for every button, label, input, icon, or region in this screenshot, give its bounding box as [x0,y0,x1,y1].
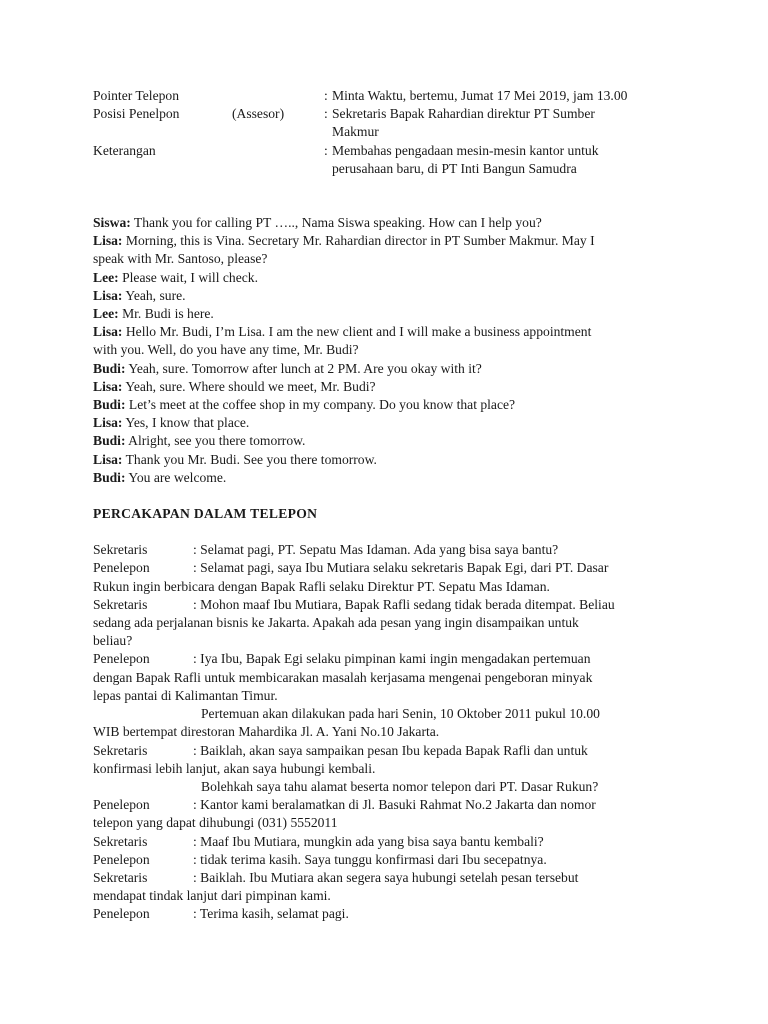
dialog-turn [93,214,683,232]
header-value [93,87,683,105]
conversation-turn [93,650,683,741]
conversation-text: : Baiklah, akan saya sampaikan pesan Ibu kepada Bapak Rafli dan untuk [193,742,588,758]
speaker-name: Budi: [93,360,126,376]
conversation-line [93,742,683,760]
dialog-line [93,287,683,305]
dialog-line [93,214,683,232]
dialog-text: Yeah, sure. Tomorrow after lunch at 2 PM. Are you okay with it? [125,360,482,376]
speaker-role: Sekretaris [93,742,148,758]
conversation-text: : Terima kasih, selamat pagi. [193,906,349,922]
dialog-turn [93,414,683,432]
dialog-turn [93,323,683,359]
conversation-line [93,559,683,577]
header-value [93,142,683,178]
speaker-role: Penelepon [93,560,150,576]
dialog-turn [93,396,683,414]
dialog-text: with you. Well, do you have any time, Mr. Budi? [93,342,359,358]
speaker-name: Siswa: [93,215,131,231]
header-colon: : [324,142,328,158]
dialog-turn [93,269,683,287]
header-row [93,142,683,178]
conversation-line: Bolehkah saya tahu alamat beserta nomor telepon dari PT. Dasar Rukun? [201,778,599,794]
speaker-role: Penelepon [93,906,150,922]
speaker-name: Lisa: [93,287,123,303]
conversation-line [93,869,683,887]
dialog-text: Thank you Mr. Budi. See you there tomorrow. [122,451,377,467]
dialog-text: Yeah, sure. [122,287,186,303]
conversation-line [93,541,683,559]
dialog-text: Hello Mr. Budi, I’m Lisa. I am the new client and I will make a business appointment [122,324,592,340]
conversation-turn [93,796,683,832]
header-row [93,87,683,105]
spacer [93,178,683,214]
dialog-text: Let’s meet at the coffee shop in my company. Do you know that place? [125,397,516,413]
speaker-name: Lee: [93,269,119,285]
dialog-text: Yeah, sure. Where should we meet, Mr. Budi? [122,378,376,394]
dialog-text: Morning, this is Vina. Secretary Mr. Rahardian director in PT Sumber Makmur. May I [122,233,595,249]
speaker-name: Lisa: [93,324,123,340]
header-info-block [93,87,683,178]
conversation-text: : Selamat pagi, PT. Sepatu Mas Idaman. Ada yang bisa saya bantu? [193,542,559,558]
dialog-turn [93,378,683,396]
header-value-text: Minta Waktu, bertemu, Jumat 17 Mei 2019, jam 13.00 [332,88,628,103]
conversation-turn [93,851,683,869]
dialog-turn [93,451,683,469]
conversation-line [93,833,683,851]
dialog-line [93,378,683,396]
conversation-line: lepas pantai di Kalimantan Timur. [93,687,278,703]
speaker-role: Penelepon [93,797,150,813]
dialog-line [93,250,683,268]
conversation-line [93,650,683,668]
speaker-name: Budi: [93,469,126,485]
speaker-name: Budi: [93,433,126,449]
dialog-line [93,323,683,341]
header-value-continuation: Makmur [332,124,379,140]
dialog-line [93,414,683,432]
spacer [93,487,683,505]
header-colon: : [324,88,328,103]
dialog-line [93,269,683,287]
header-label: Keterangan [93,142,156,158]
dialog-line [93,432,683,450]
dialog-turn [93,432,683,450]
document-page [93,87,683,924]
speaker-role: Sekretaris [93,542,148,558]
dialog-turn [93,232,683,268]
header-row [93,105,683,141]
conversation-text: : Selamat pagi, saya Ibu Mutiara selaku sekretaris Bapak Egi, dari PT. Dasar [193,560,609,576]
dialog-text: Thank you for calling PT ….., Nama Siswa speaking. How can I help you? [130,215,542,231]
speaker-role: Penelepon [93,651,150,667]
speaker-name: Lisa: [93,451,123,467]
conversation-line: Pertemuan akan dilakukan pada hari Senin, 10 Oktober 2011 pukul 10.00 [201,706,600,722]
dialog-turn [93,305,683,323]
conversation-line: WIB bertempat direstoran Mahardika Jl. A. Yani No.10 Jakarta. [93,724,440,740]
speaker-role: Sekretaris [93,596,148,612]
dialog-text: Alright, see you there tomorrow. [125,433,306,449]
dialog-line [93,451,683,469]
conversation-text: : Kantor kami beralamatkan di Jl. Basuki Rahmat No.2 Jakarta dan nomor [193,797,596,813]
dialog-line [93,469,683,487]
conversation-turn [93,541,683,559]
header-label: Posisi Penelpon [93,106,180,122]
dialog-line [93,396,683,414]
section-title: PERCAKAPAN DALAM TELEPON [93,506,318,522]
speaker-name: Lisa: [93,233,123,249]
conversation-line: sedang ada perjalanan bisnis ke Jakarta. Apakah ada pesan yang ingin disampaikan untuk [93,615,579,631]
speaker-role: Sekretaris [93,869,148,885]
speaker-name: Lee: [93,306,119,322]
dialog-text: Please wait, I will check. [118,269,258,285]
speaker-name: Lisa: [93,415,123,431]
dialog-text: Yes, I know that place. [122,415,250,431]
header-colon: : [324,106,328,122]
conversation-turn [93,833,683,851]
conversation-line [93,905,683,923]
conversation-line [93,851,683,869]
header-label: Pointer Telepon [93,88,180,103]
conversation-text: : Mohon maaf Ibu Mutiara, Bapak Rafli sedang tidak berada ditempat. Beliau [193,596,615,612]
conversation-line [93,796,683,814]
conversation-line [93,596,683,614]
dialog-turn [93,469,683,487]
conversation-line: mendapat tindak lanjut dari pimpinan kami. [93,888,331,904]
dialog-line [93,232,683,250]
conversation-text: : Maaf Ibu Mutiara, mungkin ada yang bisa saya bantu kembali? [193,833,544,849]
header-value-text: Sekretaris Bapak Rahardian direktur PT Sumber [332,106,595,122]
conversation-turn [93,596,683,651]
spacer [93,523,683,541]
dialog-text: Mr. Budi is here. [118,306,214,322]
conversation-text: : tidak terima kasih. Saya tunggu konfirmasi dari Ibu secepatnya. [193,851,547,867]
dialog-turn [93,287,683,305]
speaker-name: Budi: [93,397,126,413]
speaker-name: Lisa: [93,378,123,394]
conversation-line: konfirmasi lebih lanjut, akan saya hubungi kembali. [93,760,376,776]
conversation-line: telepon yang dapat dihubungi (031) 5552011 [93,815,338,831]
header-role: (Assesor) [232,106,285,122]
conversation-line: Rukun ingin berbicara dengan Bapak Rafli selaku Direktur PT. Sepatu Mas Idaman. [93,578,550,594]
header-value [93,105,683,141]
speaker-role: Penelepon [93,851,150,867]
conversation-text: : Iya Ibu, Bapak Egi selaku pimpinan kami ingin mengadakan pertemuan [193,651,591,667]
dialog-line [93,305,683,323]
dialog-text: speak with Mr. Santoso, please? [93,251,268,267]
dialog-line [93,360,683,378]
telephone-conversation [93,541,683,923]
conversation-turn [93,742,683,797]
speaker-role: Sekretaris [93,833,148,849]
conversation-turn [93,559,683,595]
dialog-turn [93,360,683,378]
conversation-line: beliau? [93,633,133,649]
dialog-line [93,341,683,359]
header-value-text: Membahas pengadaan mesin-mesin kantor untuk [332,142,599,158]
header-value-continuation: perusahaan baru, di PT Inti Bangun Samudra [332,160,577,176]
english-dialog [93,214,683,487]
conversation-line: dengan Bapak Rafli untuk membicarakan masalah kerjasama mengenai pengeboran minyak [93,669,593,685]
dialog-text: You are welcome. [125,469,227,485]
conversation-turn [93,869,683,905]
conversation-text: : Baiklah. Ibu Mutiara akan segera saya hubungi setelah pesan tersebut [193,869,579,885]
conversation-turn [93,905,683,923]
